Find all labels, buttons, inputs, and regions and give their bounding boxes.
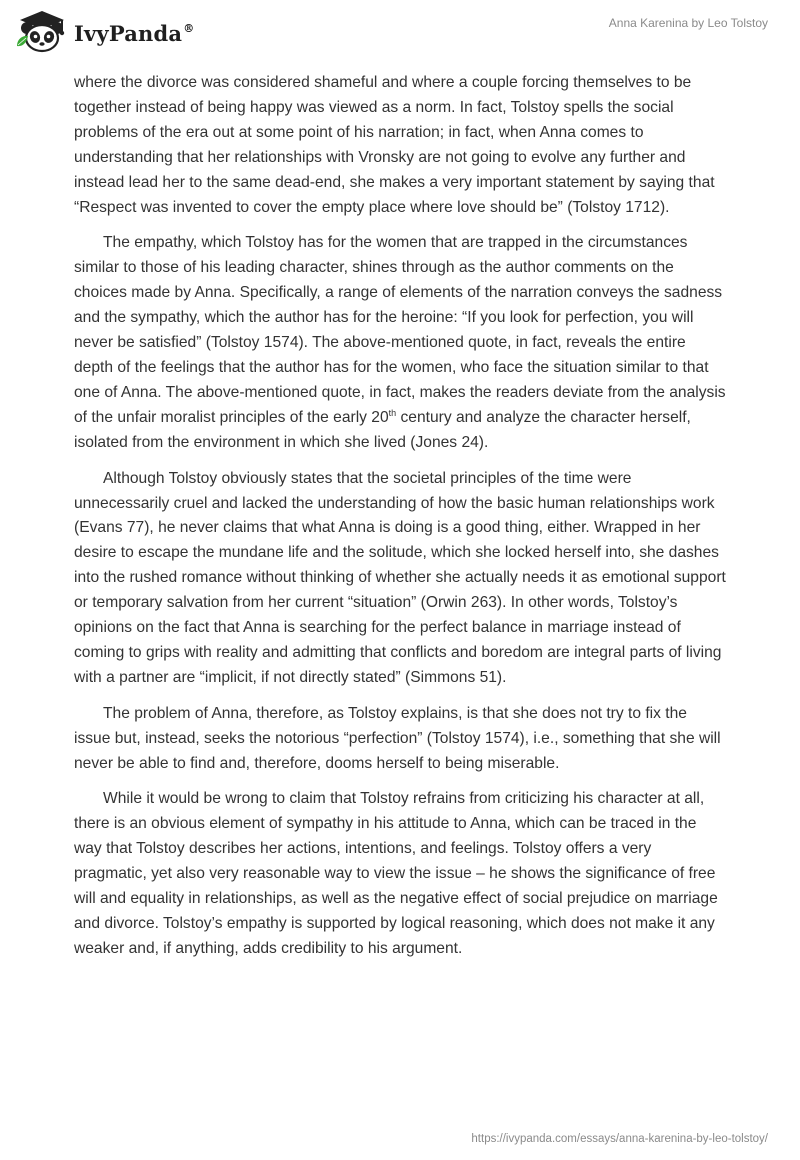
paragraph: where the divorce was considered shameful and where a couple forcing themselves to be together instead of being happy was viewed as a norm. In fact, Tolstoy spells the social problems of the era out at some point of his narration; in fact, when Anna comes to understanding that her relationships with Vronsky are not going to evolve any further and instead lead her to the same dead-end, she makes a very important statement by saying that “Respect was invented to cover the empty place where love should be” (Tolstoy 1712). <box>74 74 715 216</box>
essay-body <box>74 71 727 962</box>
paragraph: While it would be wrong to claim that Tolstoy refrains from criticizing his character at all, there is an obvious element of sympathy in his attitude to Anna, which can be traced in the way that Tolstoy describes her actions, intentions, and feelings. Tolstoy offers a very pragmatic, yet also very reasonable way to view the issue – he shows the significance of free will and equality in relationships, as well as the negative effect of social prejudice on marriage and divorce. Tolstoy’s empathy is supported by logical reasoning, which does not make it any weaker and, if anything, adds credibility to his argument. <box>74 790 718 957</box>
page-header <box>0 0 800 70</box>
paragraph: Although Tolstoy obviously states that the societal principles of the time were unnecessarily cruel and lacked the understanding of how the basic human relationships work (Evans 77), he never claims that what Anna is doing is a good thing, either. Wrapped in her desire to escape the mundane life and the solitude, which she locked herself into, she dashes into the rushed romance without thinking of whether she actually needs it as emotional support or temporary salvation from her current “situation” (Orwin 263). In other words, Tolstoy’s opinions on the fact that Anna is searching for the perfect balance in marriage instead of coming to grips with reality and admitting that conflicts and boredom are integral parts of living with a partner are “implicit, if not directly stated” (Simmons 51). <box>74 469 726 686</box>
paragraph: The problem of Anna, therefore, as Tolstoy explains, is that she does not try to fix the issue but, instead, seeks the notorious “perfection” (Tolstoy 1574), i.e., something that she will never be able to find and, therefore, dooms herself to being miserable. <box>74 704 721 772</box>
document-title: Anna Karenina by Leo Tolstoy <box>608 16 768 30</box>
source-url-link[interactable]: https://ivypanda.com/essays/anna-karenina-by-leo-tolstoy/ <box>471 1133 768 1145</box>
panda-graduation-cap-icon <box>14 8 68 54</box>
brand-name: IvyPanda® <box>74 20 195 46</box>
paragraph: The empathy, which Tolstoy has for the women that are trapped in the circumstances similar to those of his leading character, shines through as the author comments on the choices made by Anna. Specifically, a range of elements of the narration conveys the sadness and the sympathy, which the author has for the heroine: “If you look for perfection, you will never be satisfied” (Tolstoy 1574). The above-mentioned quote, in fact, reveals the entire depth of the feelings that the author has for the women, who face the situation similar to that one of Anna. The above-mentioned quote, in fact, makes the readers deviate from the analysis of the unfair moralist principles of the early 20th century and analyze the character herself, isolated from the environment in which she lived (Jones 24). <box>74 234 726 451</box>
ordinal-superscript: th <box>388 407 397 418</box>
registered-mark: ® <box>183 21 195 35</box>
ivypanda-logo[interactable] <box>14 8 194 54</box>
